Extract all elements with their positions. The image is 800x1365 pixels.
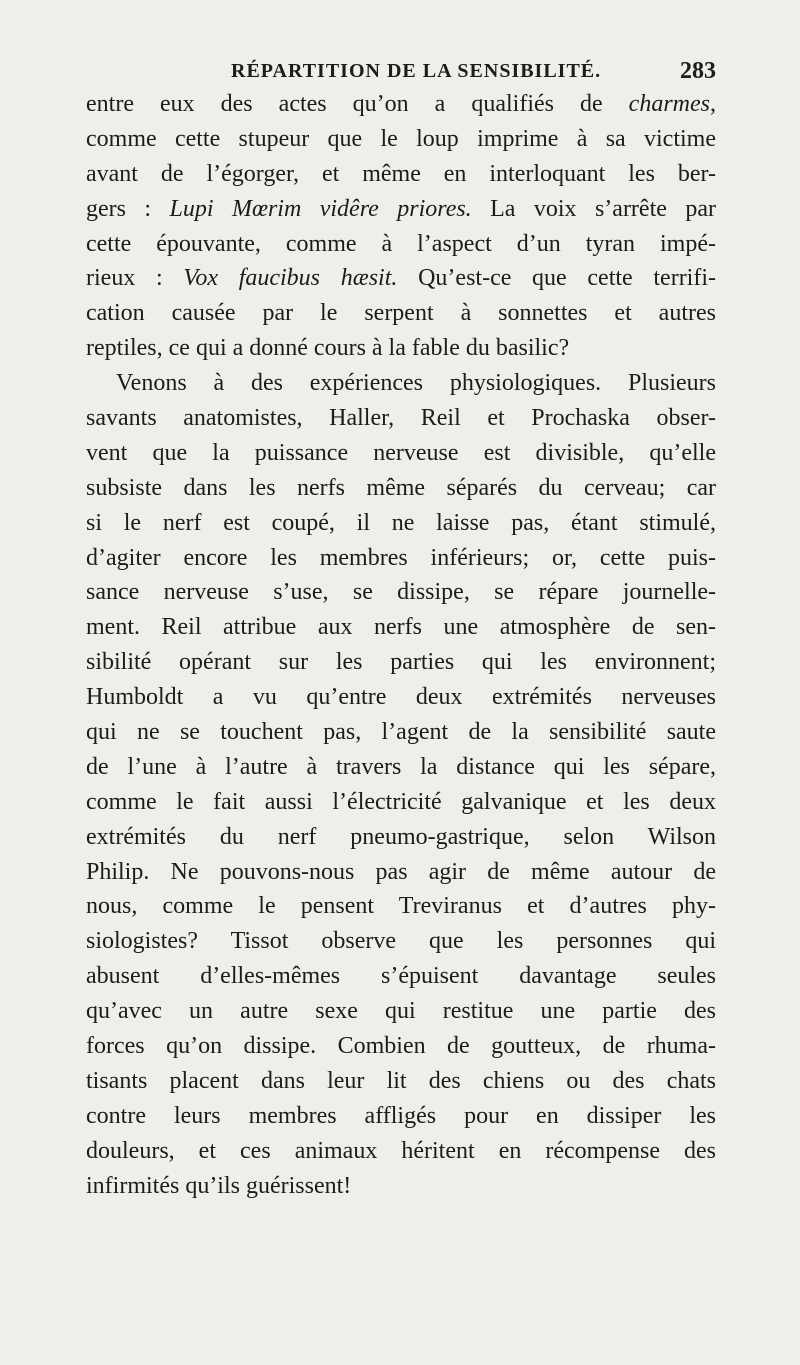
text-segment: , (710, 91, 716, 117)
text-segment: forces qu’on dissipe. Combien de goutteux, de rhuma- (86, 1033, 716, 1060)
text-line (86, 1134, 716, 1169)
italic-text: Lupi Mœrim vidêre priores. (169, 195, 472, 222)
text-segment: subsiste dans les nerfs même séparés du cerveau; car (86, 474, 716, 501)
text-segment: siologistes? Tissot observe que les personnes qui (86, 928, 716, 955)
text-line (86, 192, 716, 227)
text-line (86, 541, 716, 576)
page-number: 283 (680, 58, 716, 84)
text-line (86, 750, 716, 785)
italic-text: charmes (628, 91, 710, 117)
text-line (86, 855, 716, 890)
text-line (86, 87, 716, 122)
text-line (86, 610, 716, 645)
text-segment: La voix s’arrête par (471, 195, 716, 222)
text-segment: comme le fait aussi l’électricité galvanique et les deux (86, 788, 716, 815)
text-segment: cette épouvante, comme à l’aspect d’un tyran impé- (86, 230, 716, 257)
text-line (86, 1099, 716, 1134)
text-segment: vent que la puissance nerveuse est divisible, qu’elle (86, 439, 716, 466)
text-line (86, 645, 716, 680)
text-segment: savants anatomistes, Haller, Reil et Prochaska obser- (86, 405, 716, 432)
text-line (86, 994, 716, 1029)
text-segment: sance nerveuse s’use, se dissipe, se répare journelle- (86, 579, 716, 606)
text-line (86, 401, 716, 436)
text-line (86, 575, 716, 610)
text-line (86, 889, 716, 924)
text-segment: qui ne se touchent pas, l’agent de la sensibilité saute (86, 719, 716, 746)
text-segment: avant de l’égorger, et même en interloquant les ber- (86, 160, 716, 187)
text-line (86, 1029, 716, 1064)
text-segment: cation causée par le serpent à sonnettes et autres (86, 300, 716, 327)
text-line (86, 122, 716, 157)
text-segment: Qu’est-ce que cette terrifi- (397, 265, 716, 292)
text-line (86, 436, 716, 471)
text-segment: Philip. Ne pouvons-nous pas agir de même autour de (86, 858, 716, 885)
text-segment: abusent d’elles-mêmes s’épuisent davantage seules (86, 963, 716, 990)
text-line (86, 366, 716, 401)
text-segment: d’agiter encore les membres inférieurs; or, cette puis- (86, 544, 716, 571)
italic-text: Vox faucibus hæsit. (183, 265, 398, 292)
text-segment: infirmités qu’ils guérissent! (86, 1172, 352, 1199)
text-line (86, 331, 716, 366)
text-segment: sibilité opérant sur les parties qui les environnent; (86, 649, 716, 676)
text-segment: douleurs, et ces animaux héritent en récompense des (86, 1137, 716, 1164)
text-segment: qu’avec un autre sexe qui restitue une partie des (86, 998, 716, 1025)
text-line (86, 1169, 716, 1204)
text-line (86, 1064, 716, 1099)
text-segment: reptiles, ce qui a donné cours à la fable du basilic? (86, 335, 570, 362)
text-segment: gers : (86, 195, 170, 222)
text-segment: extrémités du nerf pneumo-gastrique, selon Wilson (86, 823, 716, 850)
text-line (86, 680, 716, 715)
text-line (86, 820, 716, 855)
text-line (86, 924, 716, 959)
text-line (86, 959, 716, 994)
text-line (86, 157, 716, 192)
text-segment: Venons à des expériences physiologiques. Plusieurs (116, 370, 716, 397)
text-segment: tisants placent dans leur lit des chiens ou des chats (86, 1067, 716, 1094)
text-line (86, 296, 716, 331)
text-segment: contre leurs membres affligés pour en dissiper les (86, 1102, 716, 1129)
text-line (86, 715, 716, 750)
text-line (86, 227, 716, 262)
text-segment: si le nerf est coupé, il ne laisse pas, étant stimulé, (86, 509, 716, 536)
text-segment: comme cette stupeur que le loup imprime à sa victime (86, 125, 716, 152)
text-segment: nous, comme le pensent Treviranus et d’autres phy- (86, 893, 716, 920)
text-segment: Humboldt a vu qu’entre deux extrémités nerveuses (86, 684, 716, 711)
text-segment: ment. Reil attribue aux nerfs une atmosphère de sen- (86, 614, 716, 641)
running-title: RÉPARTITION DE LA SENSIBILITÉ. (231, 60, 602, 82)
text-line (86, 471, 716, 506)
text-line (86, 261, 716, 296)
text-segment: entre eux des actes qu’on a qualifiés de (86, 91, 629, 117)
text-line (86, 506, 716, 541)
text-segment: rieux : (86, 265, 184, 292)
body-text (86, 87, 716, 1204)
page-header (86, 56, 716, 90)
text-segment: de l’une à l’autre à travers la distance qui les sépare, (86, 753, 716, 780)
text-line (86, 785, 716, 820)
